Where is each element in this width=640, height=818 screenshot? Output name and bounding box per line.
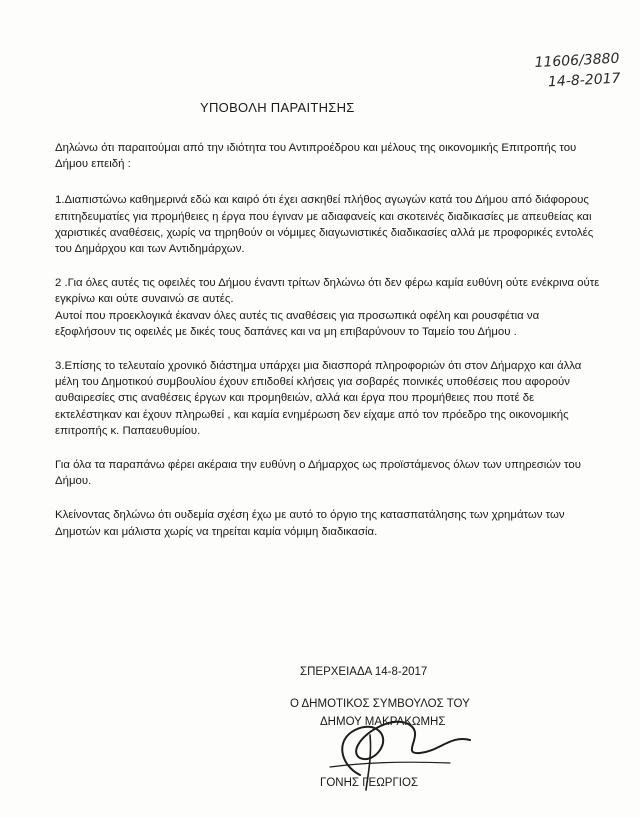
handwritten-reference-note bbox=[489, 49, 621, 96]
paragraph-1: 1.Διαπιστώνω καθημερινά εδώ και καιρό ότι έχει ασκηθεί πλήθος αγωγών κατά του Δήμου από διάφορους επιτηδευματίες για προμήθειες η έργα που έγιναν με αδιαφανείς και σκοτεινές διαδικασίες με απευθείας και χαριστικές αναθέσεις, χωρίς να τηρηθούν οι νόμιμες διαγωνιστικές διαδικασίες αλλά με προφορικές εντολές του Δημάρχου και των Αντιδημάρχων. bbox=[55, 194, 594, 256]
document-title: ΥΠΟΒΟΛΗ ΠΑΡΑΙΤΗΣΗΣ bbox=[200, 100, 355, 115]
reference-number: 11606/3880 bbox=[534, 50, 620, 72]
document-body bbox=[55, 140, 600, 554]
place-date: ΣΠΕΡΧΕΙΑΔΑ 14-8-2017 bbox=[300, 666, 428, 678]
paragraph-closing: Κλείνοντας δηλώνω ότι ουδεμία σχέση έχω με αυτό το όργιο της κατασπατάλησης των χρημάτων των Δημοτών και μάλιστα χωρίς να τηρείται καμία νόμιμη διαδικασία. bbox=[55, 509, 565, 538]
signatory-role-line2: ΔΗΜΟΥ ΜΑΚΡΑΚΩΜΗΣ bbox=[320, 716, 446, 728]
intro-paragraph: Δηλώνω ότι παραιτούμαι από την ιδιότητα του Αντιπροέδρου και μέλους της οικονομικής Επιτροπής του Δήμου επειδή : bbox=[55, 142, 577, 171]
paragraph-responsibility: Για όλα τα παραπάνω φέρει ακέραια την ευθύνη ο Δήμαρχος ως προϊστάμενος όλων των υπηρεσιών του Δήμου. bbox=[55, 459, 581, 488]
signatory-name: ΓΟΝΗΣ ΓΕΩΡΓΙΟΣ bbox=[320, 777, 419, 789]
paragraph-2: 2 .Για όλες αυτές τις οφειλές του Δήμου έναντι τρίτων δηλώνω ότι δεν φέρω καμία ευθύνη ούτε ενέκρινα ούτε εγκρίνω και ούτε συναινώ σε αυτές. bbox=[55, 277, 600, 306]
reference-date: 14-8-2017 bbox=[547, 70, 621, 91]
paragraph-2-continued: Αυτοί που προεκλογικά έκαναν όλες αυτές τις αναθέσεις για προσωπικά οφέλη και ρουσφέτια να εξοφλήσουν τις οφειλές με δικές τους δαπάνες και να μη επιβαρύνουν το Ταμείο του Δήμου . bbox=[55, 309, 540, 338]
signatory-role-line1: Ο ΔΗΜΟΤΙΚΟΣ ΣΥΜΒΟΥΛΟΣ ΤΟΥ bbox=[290, 698, 470, 710]
paragraph-3: 3.Επίσης το τελευταίο χρονικό διάστημα υπάρχει μια διασπορά πληροφοριών ότι στον Δήμαρχο και άλλα μέλη του Δημοτικού συμβουλίου έχουν επιδοθεί κλήσεις για σοβαρές ποινικές υποθέσεις που αφορούν αυθαιρεσίες στις αναθέσεις έργων και προμηθειών, αλλά και έργα που προμήθειες που ποτέ δε εκτελέστηκαν και έχουν πληρωθεί , και καμία ενημέρωση δεν είχαμε από τον πρόεδρο της οικονομικής επιτροπής κ. Παπαευθυμίου. bbox=[55, 360, 582, 437]
